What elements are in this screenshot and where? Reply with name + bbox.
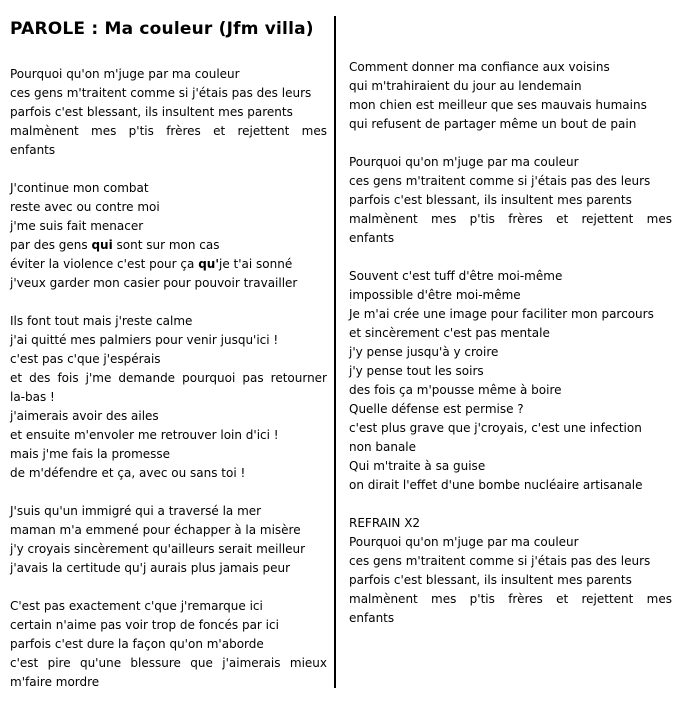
- lyric-line: malmènent mes p'tis frères et rejettent mes: [10, 124, 327, 138]
- lyric-line: parfois c'est blessant, ils insultent mes parents: [10, 105, 293, 119]
- lyric-line: Qui m'traite à sa guise: [349, 459, 486, 473]
- lyric-line: impossible d'être moi-même: [349, 288, 521, 302]
- right-column: [349, 58, 672, 628]
- lyric-line: J'continue mon combat: [10, 181, 149, 195]
- lyric-line: mon chien est meilleur que ses mauvais humains: [349, 98, 647, 112]
- stanza: [349, 267, 672, 495]
- lyric-line: Pourquoi qu'on m'juge par ma couleur: [349, 535, 579, 549]
- lyric-line: j'ai quitté mes palmiers pour venir jusqu'ici !: [10, 333, 279, 347]
- lyric-line: Pourquoi qu'on m'juge par ma couleur: [349, 155, 579, 169]
- left-column: [10, 16, 327, 692]
- lyric-line: Souvent c'est tuff d'être moi-même: [349, 269, 563, 283]
- lyric-line: certain n'aime pas voir trop de foncés par ici: [10, 618, 279, 632]
- lyric-line: m'faire mordre: [10, 675, 100, 689]
- lyric-line: qui m'trahiraient du jour au lendemain: [349, 79, 582, 93]
- stanza: [10, 65, 327, 160]
- lyric-line: reste avec ou contre moi: [10, 200, 160, 214]
- lyric-line: j'y pense tout les soirs: [349, 364, 484, 378]
- lyric-line: et ensuite m'envoler me retrouver loin d'ici !: [10, 428, 279, 442]
- lyric-line: non banale: [349, 440, 417, 454]
- lyric-line: c'est plus grave que j'croyais, c'est une infection: [349, 421, 642, 435]
- lyric-line: Pourquoi qu'on m'juge par ma couleur: [10, 67, 240, 81]
- lyric-line: parfois c'est dure la façon qu'on m'aborde: [10, 637, 264, 651]
- lyric-line: c'est pire qu'une blessure que j'aimerais mieux: [10, 656, 327, 670]
- lyric-line: qui refusent de partager même un bout de pain: [349, 117, 637, 131]
- left-column-stanzas: [10, 65, 327, 692]
- column-divider-line: [334, 16, 336, 688]
- lyric-line: j'me suis fait menacer: [10, 219, 144, 233]
- lyric-line: j'y pense jusqu'à y croire: [349, 345, 499, 359]
- lyric-line: j'y croyais sincèrement qu'ailleurs serait meilleur: [10, 542, 306, 556]
- lyric-line: j'veux garder mon casier pour pouvoir travailler: [10, 276, 298, 290]
- lyric-line: c'est pas c'que j'espérais: [10, 352, 161, 366]
- right-column-stanzas: [349, 58, 672, 628]
- lyric-line: la-bas !: [10, 390, 55, 404]
- lyric-line: enfants: [349, 611, 395, 625]
- lyric-line: Quelle défense est permise ?: [349, 402, 524, 416]
- lyric-line: parfois c'est blessant, ils insultent mes parents: [349, 193, 632, 207]
- lyric-line: C'est pas exactement c'que j'remarque ici: [10, 599, 263, 613]
- lyric-line: malmènent mes p'tis frères et rejettent mes: [349, 592, 672, 606]
- lyric-line: REFRAIN X2: [349, 516, 421, 530]
- stanza: [10, 312, 327, 483]
- bold-word: qu': [198, 257, 219, 271]
- lyric-line: ces gens m'traitent comme si j'étais pas des leurs: [10, 86, 312, 100]
- stanza: [10, 179, 327, 293]
- stanza: [349, 514, 672, 628]
- lyric-line: maman m'a emmené pour échapper à la misère: [10, 523, 301, 537]
- stanza: [10, 502, 327, 578]
- lyric-line: par des gens qui sont sur mon cas: [10, 238, 220, 252]
- lyric-line: Ils font tout mais j'reste calme: [10, 314, 193, 328]
- lyric-line: j'aimerais avoir des ailes: [10, 409, 159, 423]
- lyric-line: Comment donner ma confiance aux voisins: [349, 60, 610, 74]
- lyric-line: de m'défendre et ça, avec ou sans toi !: [10, 466, 246, 480]
- lyric-line: malmènent mes p'tis frères et rejettent mes: [349, 212, 672, 226]
- stanza: [349, 153, 672, 248]
- lyric-line: ces gens m'traitent comme si j'étais pas des leurs: [349, 554, 651, 568]
- bold-word: qui: [91, 238, 113, 252]
- lyric-line: j'avais la certitude qu'j aurais plus jamais peur: [10, 561, 291, 575]
- lyric-line: mais j'me fais la promesse: [10, 447, 171, 461]
- lyric-line: Je m'ai crée une image pour faciliter mon parcours: [349, 307, 654, 321]
- page-title: PAROLE : Ma couleur (Jfm villa): [10, 19, 314, 39]
- lyric-line: on dirait l'effet d'une bombe nucléaire artisanale: [349, 478, 643, 492]
- lyric-line: ces gens m'traitent comme si j'étais pas des leurs: [349, 174, 651, 188]
- lyric-line: enfants: [10, 143, 56, 157]
- lyric-line: et des fois j'me demande pourquoi pas retourner: [10, 371, 327, 385]
- lyric-line: et sincèrement c'est pas mentale: [349, 326, 550, 340]
- lyric-line: J'suis qu'un immigré qui a traversé la mer: [10, 504, 262, 518]
- lyric-line: enfants: [349, 231, 395, 245]
- stanza: [349, 58, 672, 134]
- lyric-line: parfois c'est blessant, ils insultent mes parents: [349, 573, 632, 587]
- lyric-line: des fois ça m'pousse même à boire: [349, 383, 562, 397]
- lyric-line: éviter la violence c'est pour ça qu'je t'ai sonné: [10, 257, 293, 271]
- stanza: [10, 597, 327, 692]
